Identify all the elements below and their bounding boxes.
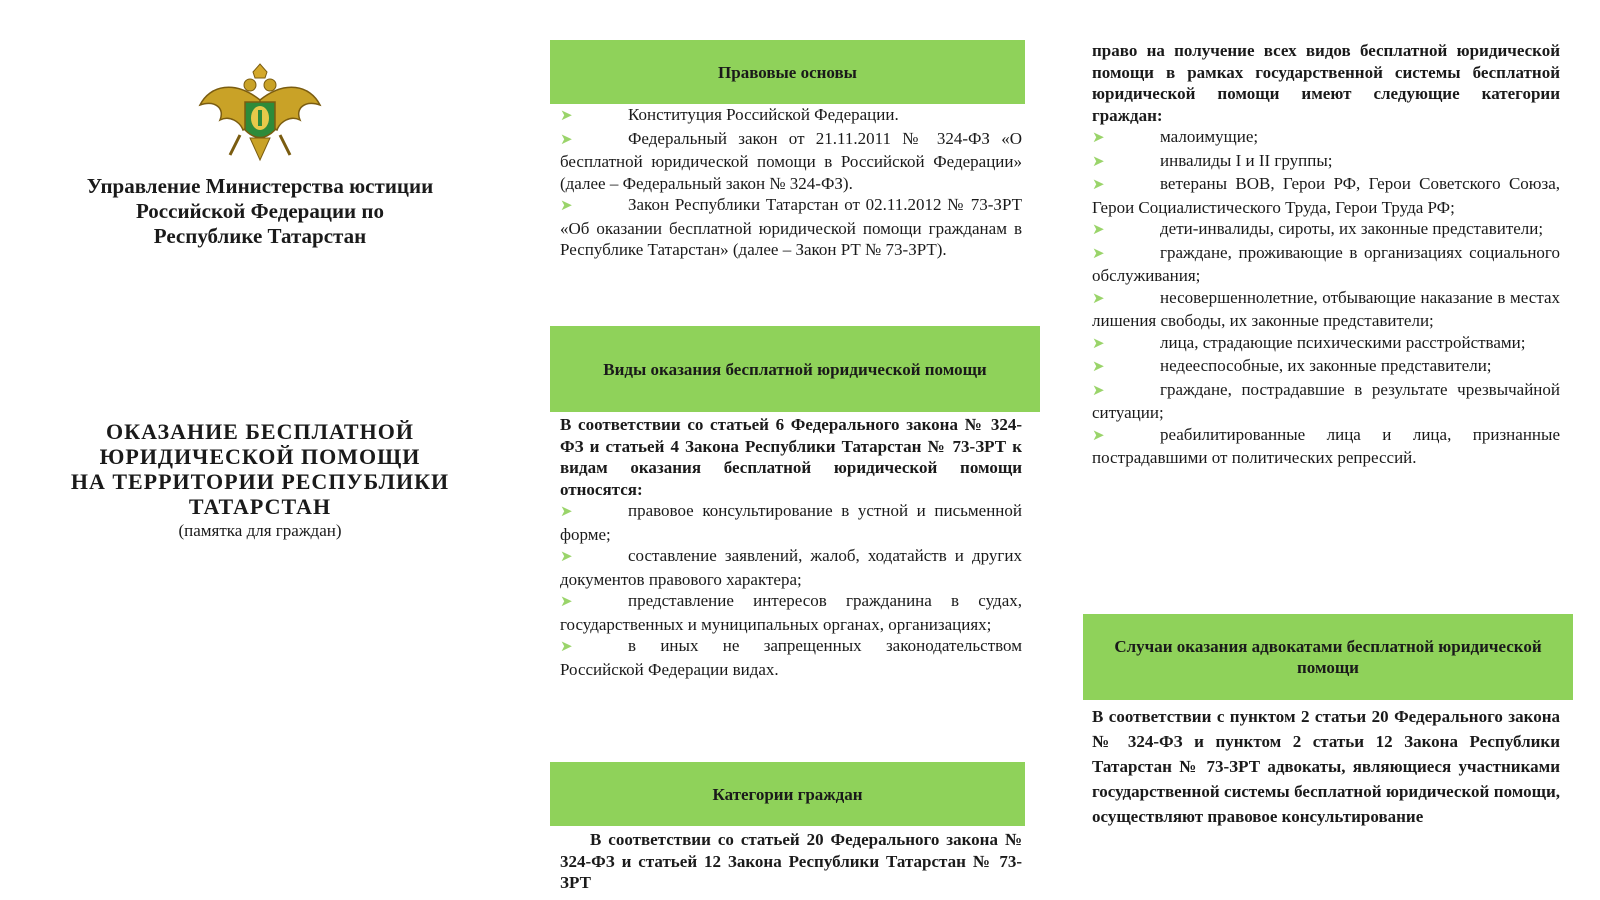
- cover-panel: [20, 60, 500, 541]
- list-item: ➤ правовое консультирование в устной и письменной форме;: [560, 501, 1022, 544]
- arrow-bullet-icon: ➤: [560, 198, 573, 214]
- list-item: ➤ несовершеннолетние, отбывающие наказание в местах лишения свободы, их законные представители;: [1092, 287, 1560, 330]
- types-section: [560, 414, 1022, 680]
- eagle-emblem-icon: [195, 60, 325, 170]
- list-item: ➤ граждане, проживающие в организациях социального обслуживания;: [1092, 242, 1560, 285]
- list-item: ➤ Конституция Российской Федерации.: [560, 104, 1022, 128]
- section-intro: право на получение всех видов бесплатной юридической помощи в рамках государственной системы бесплатной юридической помощи имеют следующие категории граждан:: [1092, 41, 1560, 125]
- list-item: ➤ дети-инвалиды, сироты, их законные представители;: [1092, 218, 1560, 242]
- arrow-bullet-icon: ➤: [1092, 290, 1105, 307]
- arrow-bullet-icon: ➤: [560, 504, 573, 520]
- list-item: ➤ Закон Республики Татарстан от 02.11.2012 № 73-ЗРТ «Об оказании бесплатной юридической помощи гражданам в Республике Татарстан» (далее – Закон РТ № 73-ЗРТ).: [560, 195, 1022, 259]
- organization-name: Управление Министерства юстиции Российской Федерации по Республике Татарстан: [86, 174, 434, 248]
- arrow-bullet-icon: ➤: [1092, 427, 1105, 444]
- list-item: ➤ инвалиды I и II группы;: [1092, 150, 1560, 174]
- legal-basis-band: [550, 40, 1025, 104]
- arrow-bullet-icon: ➤: [560, 594, 573, 610]
- arrow-bullet-icon: ➤: [560, 108, 573, 124]
- document-title: ОКАЗАНИЕ БЕСПЛАТНОЙ ЮРИДИЧЕСКОЙ ПОМОЩИ НА ТЕРРИТОРИИ РЕСПУБЛИКИ ТАТАРСТАН: [70, 419, 450, 519]
- section-heading: Правовые основы: [550, 40, 1025, 104]
- list-item: ➤ в иных не запрещенных законодательством Российской Федерации видах.: [560, 636, 1022, 679]
- list-item: ➤ ветераны ВОВ, Герои РФ, Герои Советского Союза, Герои Социалистического Труда, Герои Труда РФ;: [1092, 174, 1560, 217]
- arrow-bullet-icon: ➤: [1092, 382, 1105, 399]
- categories-list: [1092, 40, 1560, 469]
- list-item: ➤ составление заявлений, жалоб, ходатайств и других документов правового характера;: [560, 546, 1022, 589]
- arrow-bullet-icon: ➤: [1092, 245, 1105, 262]
- arrow-bullet-icon: ➤: [1092, 222, 1105, 238]
- attorneys-text: В соответствии с пунктом 2 статьи 20 Федерального закона № 324-ФЗ и пунктом 2 статьи 12 Закона Республики Татарстан № 73-ЗРТ адвокаты, являющиеся участниками государственной системы бесплатной юридической помощи, осуществляют правовое консультирование: [1092, 707, 1560, 826]
- section-heading: Случаи оказания адвокатами бесплатной юридической помощи: [1083, 614, 1573, 700]
- categories-band: [550, 762, 1025, 826]
- arrow-bullet-icon: ➤: [560, 639, 573, 655]
- section-heading: Категории граждан: [550, 762, 1025, 826]
- list-item: ➤ лица, страдающие психическими расстройствами;: [1092, 332, 1560, 356]
- types-band: [550, 326, 1040, 412]
- arrow-bullet-icon: ➤: [1092, 359, 1105, 375]
- arrow-bullet-icon: ➤: [1092, 130, 1105, 146]
- categories-intro: В соответствии со статьей 20 Федерального закона № 324-ФЗ и статьей 12 Закона Республики Татарстан № 73-ЗРТ: [560, 830, 1022, 892]
- list-item: ➤ малоимущие;: [1092, 126, 1560, 150]
- section-heading: Виды оказания бесплатной юридической помощи: [550, 326, 1040, 412]
- document-subtitle: (памятка для граждан): [178, 521, 342, 540]
- arrow-bullet-icon: ➤: [560, 549, 573, 565]
- list-item: ➤ недееспособные, их законные представители;: [1092, 355, 1560, 379]
- arrow-bullet-icon: ➤: [560, 131, 573, 148]
- legal-basis-list: [560, 104, 1022, 261]
- list-item: ➤ реабилитированные лица и лица, признанные пострадавшими от политических репрессий.: [1092, 424, 1560, 467]
- list-item: ➤ Федеральный закон от 21.11.2011 № 324-ФЗ «О бесплатной юридической помощи в Российской Федерации» (далее – Федеральный закон № 324-ФЗ).: [560, 128, 1022, 193]
- list-item: ➤ граждане, пострадавшие в результате чрезвычайной ситуации;: [1092, 379, 1560, 422]
- arrow-bullet-icon: ➤: [1092, 335, 1105, 352]
- attorneys-band: [1083, 614, 1573, 700]
- list-item: ➤ представление интересов гражданина в судах, государственных и муниципальных органах, организациях;: [560, 591, 1022, 634]
- section-intro: В соответствии со статьей 6 Федерального закона № 324-ФЗ и статьей 4 Закона Республики Татарстан № 73-ЗРТ к видам оказания бесплатной юридической помощи относятся:: [560, 415, 1022, 499]
- arrow-bullet-icon: ➤: [1092, 153, 1105, 170]
- arrow-bullet-icon: ➤: [1092, 177, 1105, 193]
